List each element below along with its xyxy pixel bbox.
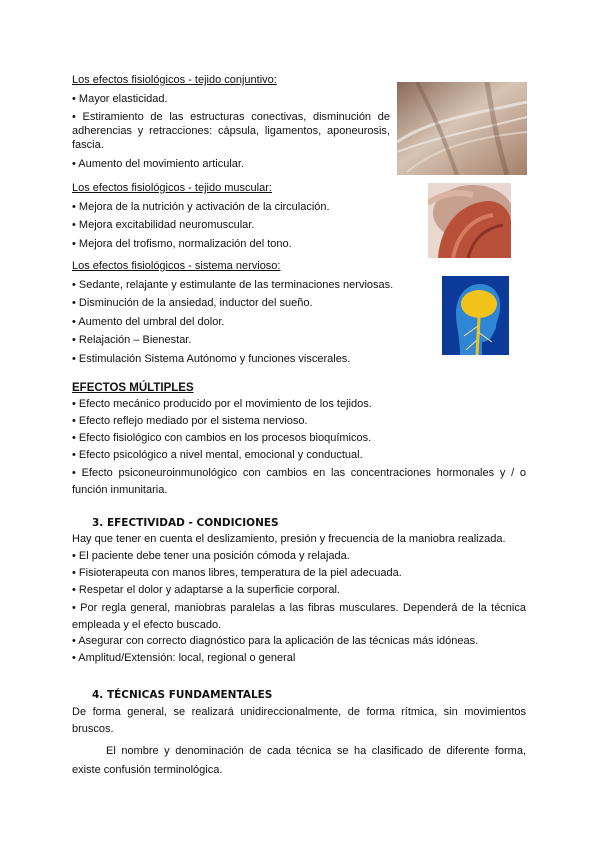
fascia-tissue-image xyxy=(397,82,527,175)
list-item: • Disminución de la ansiedad, inductor del sueño. xyxy=(72,297,313,309)
list-item: • Estiramiento de las estructuras conectivas, disminución de adherencias y retracciones: cápsula, ligamentos, aponeurosis, fascia. xyxy=(72,111,390,151)
section-4-heading: 4. TÉCNICAS FUNDAMENTALES xyxy=(92,689,273,701)
list-item: • Efecto reflejo mediado por el sistema nervioso. xyxy=(72,415,308,427)
section-3-heading: 3. EFECTIVIDAD - CONDICIONES xyxy=(92,517,279,529)
section-4-paragraph-2: El nombre y denominación de cada técnica se ha clasificado de diferente forma, existe confusión terminológica. xyxy=(72,745,526,776)
list-item: • Relajación – Bienestar. xyxy=(72,334,192,346)
list-item: • Efecto psicológico a nivel mental, emocional y conductual. xyxy=(72,449,363,461)
list-item: • Estimulación Sistema Autónomo y funciones viscerales. xyxy=(72,353,351,365)
list-item: • El paciente debe tener una posición cómoda y relajada. xyxy=(72,550,350,562)
shoulder-muscle-image xyxy=(428,183,511,258)
nervous-heading: Los efectos fisiológicos - sistema nervioso: xyxy=(72,260,281,272)
list-item: • Efecto mecánico producido por el movimiento de los tejidos. xyxy=(72,398,372,410)
multiple-effects-heading: EFECTOS MÚLTIPLES xyxy=(72,382,194,394)
list-item: • Por regla general, maniobras paralelas a las fibras musculares. Dependerá de la técnica empleada y el efecto buscado. xyxy=(72,602,526,631)
list-item: • Aumento del umbral del dolor. xyxy=(72,316,225,328)
list-item: • Mayor elasticidad. xyxy=(72,93,168,105)
nervous-system-image xyxy=(442,276,509,355)
muscle-heading: Los efectos fisiológicos - tejido muscular: xyxy=(72,182,272,194)
list-item: • Fisioterapeuta con manos libres, temperatura de la piel adecuada. xyxy=(72,567,402,579)
list-item: • Aumento del movimiento articular. xyxy=(72,158,244,170)
list-item: • Efecto fisiológico con cambios en los procesos bioquímicos. xyxy=(72,432,372,444)
list-item: • Respetar el dolor y adaptarse a la superficie corporal. xyxy=(72,584,340,596)
list-item: • Amplitud/Extensión: local, regional o general xyxy=(72,652,296,664)
section-3-intro: Hay que tener en cuenta el deslizamiento, presión y frecuencia de la maniobra realizada. xyxy=(72,533,506,545)
section-4-paragraph-1: De forma general, se realizará unidireccionalmente, de forma rítmica, sin movimientos bruscos. xyxy=(72,706,526,735)
list-item: • Efecto psiconeuroinmunológico con cambios en las concentraciones hormonales y / o función inmunitaria. xyxy=(72,467,526,496)
list-item: • Mejora del trofismo, normalización del tono. xyxy=(72,238,292,250)
list-item: • Sedante, relajante y estimulante de las terminaciones nerviosas. xyxy=(72,279,394,291)
connective-heading: Los efectos fisiológicos - tejido conjuntivo: xyxy=(72,74,277,86)
list-item: • Mejora de la nutrición y activación de la circulación. xyxy=(72,201,330,213)
list-item: • Asegurar con correcto diagnóstico para la aplicación de las técnicas más idóneas. xyxy=(72,635,479,647)
list-item: • Mejora excitabilidad neuromuscular. xyxy=(72,219,255,231)
